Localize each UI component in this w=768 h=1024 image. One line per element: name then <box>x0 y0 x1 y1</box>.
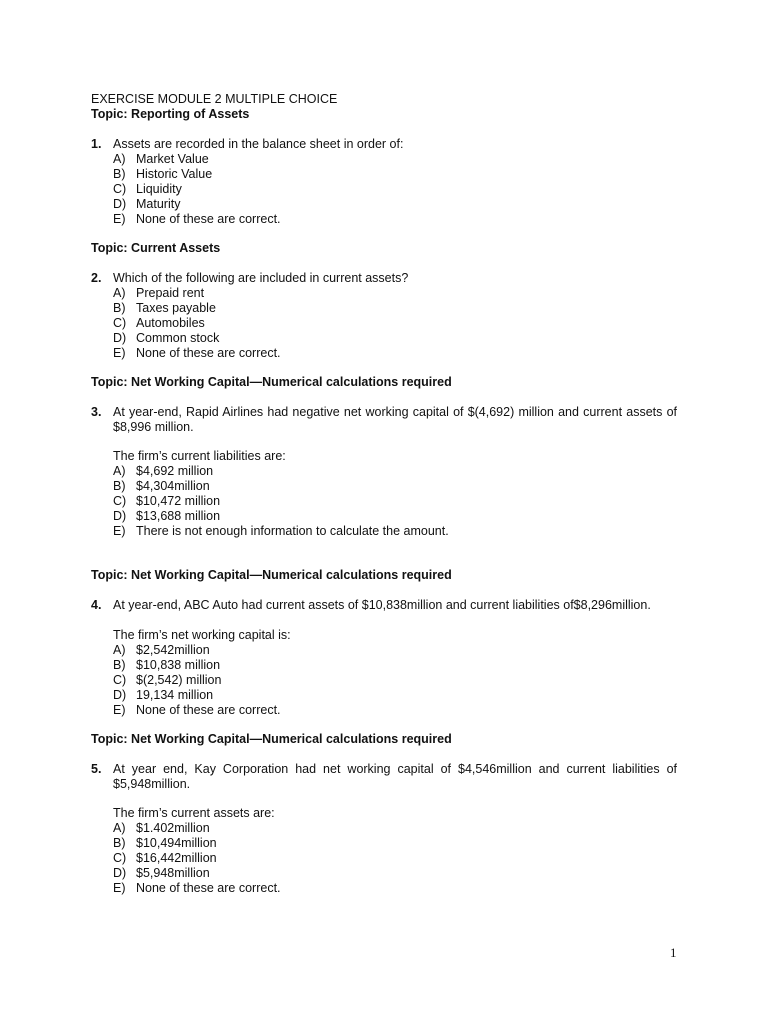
option-text: $16,442million <box>136 851 217 865</box>
option-text: $2,542million <box>136 643 210 657</box>
answer-option <box>113 182 281 197</box>
question-stem: At year end, Kay Corporation had net working capital of $4,546million and current liabilities of $5,948million. <box>113 762 677 791</box>
option-text: $5,948million <box>136 866 210 880</box>
question-stem: Which of the following are included in current assets? <box>113 271 409 285</box>
option-text: Maturity <box>136 197 181 211</box>
option-letter: A) <box>113 152 126 166</box>
question-number: 2. <box>91 271 102 285</box>
answer-option <box>113 479 449 494</box>
option-letter: E) <box>113 212 126 226</box>
option-text: $1.402million <box>136 821 210 835</box>
answer-option <box>113 524 449 539</box>
answer-options <box>113 821 281 896</box>
option-text: Taxes payable <box>136 301 216 315</box>
answer-option <box>113 673 281 688</box>
option-text: None of these are correct. <box>136 703 281 717</box>
answer-option <box>113 881 281 896</box>
option-letter: E) <box>113 881 126 895</box>
answer-option <box>113 167 281 182</box>
option-letter: D) <box>113 866 127 880</box>
question-stem: Assets are recorded in the balance sheet in order of: <box>113 137 404 151</box>
option-letter: D) <box>113 509 127 523</box>
question-number: 1. <box>91 137 102 151</box>
option-letter: A) <box>113 643 126 657</box>
option-letter: D) <box>113 688 127 702</box>
option-text: Automobiles <box>136 316 205 330</box>
question-number: 3. <box>91 405 102 419</box>
question-stem: At year-end, Rapid Airlines had negative net working capital of $(4,692) million and current assets of $8,996 million. <box>113 405 677 434</box>
answer-option <box>113 286 281 301</box>
option-text: Historic Value <box>136 167 213 181</box>
option-letter: A) <box>113 821 126 835</box>
option-letter: B) <box>113 658 126 672</box>
topic-heading: Topic: Current Assets <box>91 241 221 255</box>
option-letter: C) <box>113 494 127 508</box>
answer-option <box>113 301 281 316</box>
answer-option <box>113 688 281 703</box>
option-letter: C) <box>113 316 127 330</box>
answer-option <box>113 658 281 673</box>
question-number: 5. <box>91 762 102 776</box>
page-number: 1 <box>670 945 677 960</box>
option-letter: B) <box>113 836 126 850</box>
answer-option <box>113 703 281 718</box>
option-text: $10,472 million <box>136 494 221 508</box>
option-text: Market Value <box>136 152 209 166</box>
option-text: $10,494million <box>136 836 217 850</box>
answer-option <box>113 464 449 479</box>
topic-heading: Topic: Reporting of Assets <box>91 107 250 121</box>
question-number: 4. <box>91 598 102 612</box>
document-title: EXERCISE MODULE 2 MULTIPLE CHOICE <box>91 92 338 106</box>
option-letter: B) <box>113 167 126 181</box>
answer-option <box>113 316 281 331</box>
option-letter: C) <box>113 182 127 196</box>
option-text: Prepaid rent <box>136 286 205 300</box>
option-text: 19,134 million <box>136 688 214 702</box>
option-text: There is not enough information to calculate the amount. <box>136 524 449 538</box>
option-letter: E) <box>113 346 126 360</box>
answer-option <box>113 866 281 881</box>
answer-option <box>113 331 281 346</box>
question-prompt: The firm’s current liabilities are: <box>113 449 286 463</box>
topic-heading: Topic: Net Working Capital—Numerical calculations required <box>91 375 452 389</box>
option-letter: E) <box>113 524 126 538</box>
option-letter: C) <box>113 673 127 687</box>
answer-option <box>113 836 281 851</box>
question-prompt: The firm’s net working capital is: <box>113 628 291 642</box>
answer-option <box>113 212 281 227</box>
topic-heading: Topic: Net Working Capital—Numerical calculations required <box>91 732 452 746</box>
option-text: None of these are correct. <box>136 881 281 895</box>
option-letter: A) <box>113 286 126 300</box>
answer-option <box>113 494 449 509</box>
option-letter: A) <box>113 464 126 478</box>
answer-option <box>113 197 281 212</box>
option-text: Liquidity <box>136 182 182 196</box>
answer-option <box>113 821 281 836</box>
answer-options <box>113 643 281 718</box>
option-text: $4,304million <box>136 479 210 493</box>
question-prompt: The firm’s current assets are: <box>113 806 275 820</box>
answer-option <box>113 509 449 524</box>
answer-options <box>113 286 281 361</box>
option-text: Common stock <box>136 331 220 345</box>
option-letter: B) <box>113 301 126 315</box>
option-text: $13,688 million <box>136 509 221 523</box>
answer-option <box>113 643 281 658</box>
option-text: $10,838 million <box>136 658 221 672</box>
topic-heading: Topic: Net Working Capital—Numerical calculations required <box>91 568 452 582</box>
option-letter: D) <box>113 331 127 345</box>
answer-option <box>113 851 281 866</box>
answer-option <box>113 346 281 361</box>
answer-option <box>113 152 281 167</box>
option-text: None of these are correct. <box>136 212 281 226</box>
option-letter: C) <box>113 851 127 865</box>
option-text: $4,692 million <box>136 464 214 478</box>
option-text: $(2,542) million <box>136 673 222 687</box>
option-letter: D) <box>113 197 127 211</box>
answer-options <box>113 152 281 227</box>
question-stem: At year-end, ABC Auto had current assets of $10,838million and current liabilities of$8,296million. <box>113 598 651 612</box>
option-letter: B) <box>113 479 126 493</box>
option-letter: E) <box>113 703 126 717</box>
answer-options <box>113 464 449 539</box>
option-text: None of these are correct. <box>136 346 281 360</box>
